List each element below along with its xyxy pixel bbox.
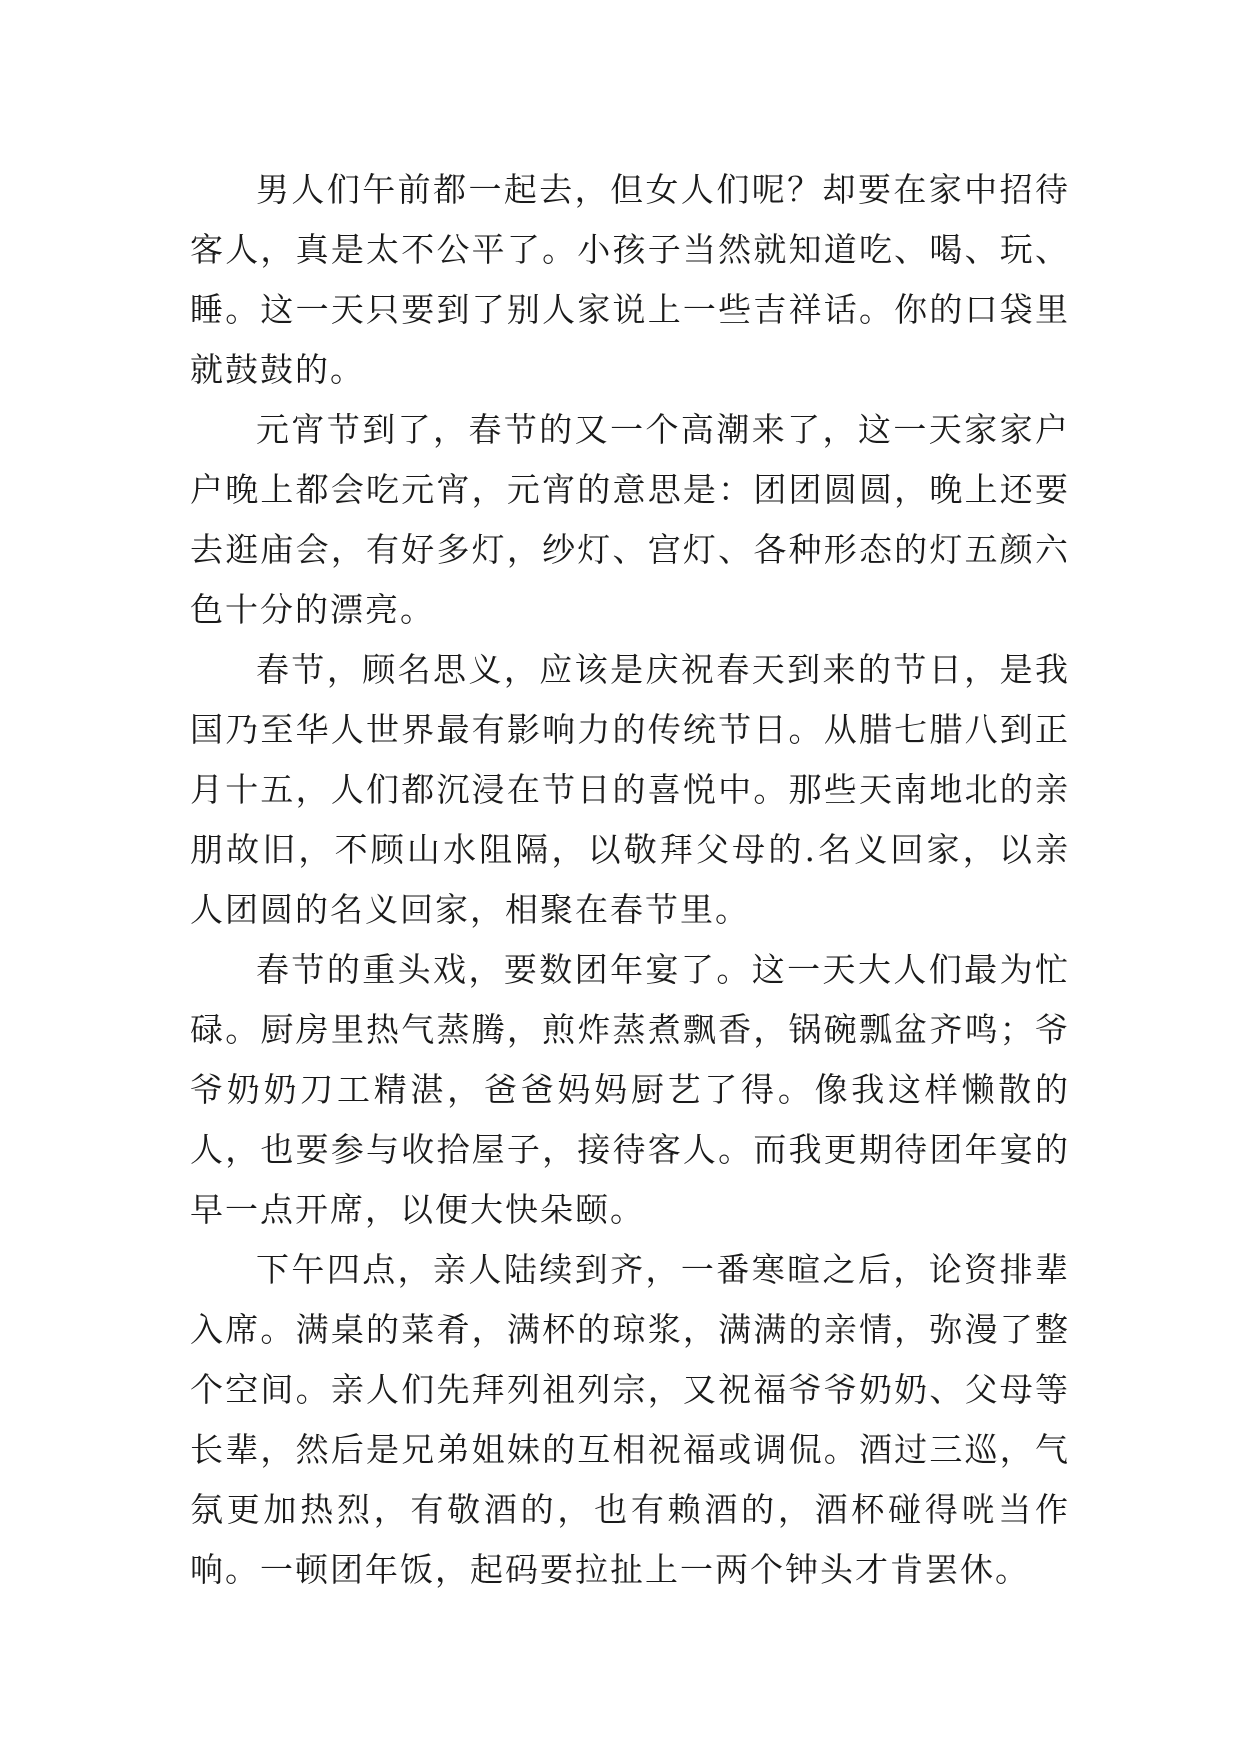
paragraph-1: 男人们午前都一起去，但女人们呢？却要在家中招待客人，真是太不公平了。小孩子当然就知道吃、喝、玩、睡。这一天只要到了别人家说上一些吉祥话。你的口袋里就鼓鼓的。 xyxy=(190,170,1070,389)
paragraph-3: 春节，顾名思义，应该是庆祝春天到来的节日，是我国乃至华人世界最有影响力的传统节日。从腊七腊八到正月十五，人们都沉浸在节日的喜悦中。那些天南地北的亲朋故旧，不顾山水阻隔，以敬拜父母的.名义回家，以亲人团圆的名义回家，相聚在春节里。 xyxy=(190,650,1070,929)
document-body xyxy=(190,160,1070,1600)
paragraph-2: 元宵节到了，春节的又一个高潮来了，这一天家家户户晚上都会吃元宵，元宵的意思是：团团圆圆，晚上还要去逛庙会，有好多灯，纱灯、宫灯、各种形态的灯五颜六色十分的漂亮。 xyxy=(190,410,1070,629)
paragraph-4: 春节的重头戏，要数团年宴了。这一天大人们最为忙碌。厨房里热气蒸腾，煎炸蒸煮飘香，锅碗瓢盆齐鸣；爷爷奶奶刀工精湛，爸爸妈妈厨艺了得。像我这样懒散的人，也要参与收拾屋子，接待客人。而我更期待团年宴的早一点开席，以便大快朵颐。 xyxy=(190,950,1070,1229)
paragraph-5: 下午四点，亲人陆续到齐，一番寒暄之后，论资排辈入席。满桌的菜肴，满杯的琼浆，满满的亲情，弥漫了整个空间。亲人们先拜列祖列宗，又祝福爷爷奶奶、父母等长辈，然后是兄弟姐妹的互相祝福或调侃。酒过三巡，气氛更加热烈，有敬酒的，也有赖酒的，酒杯碰得咣当作响。一顿团年饭，起码要拉扯上一两个钟头才肯罢休。 xyxy=(190,1250,1070,1589)
